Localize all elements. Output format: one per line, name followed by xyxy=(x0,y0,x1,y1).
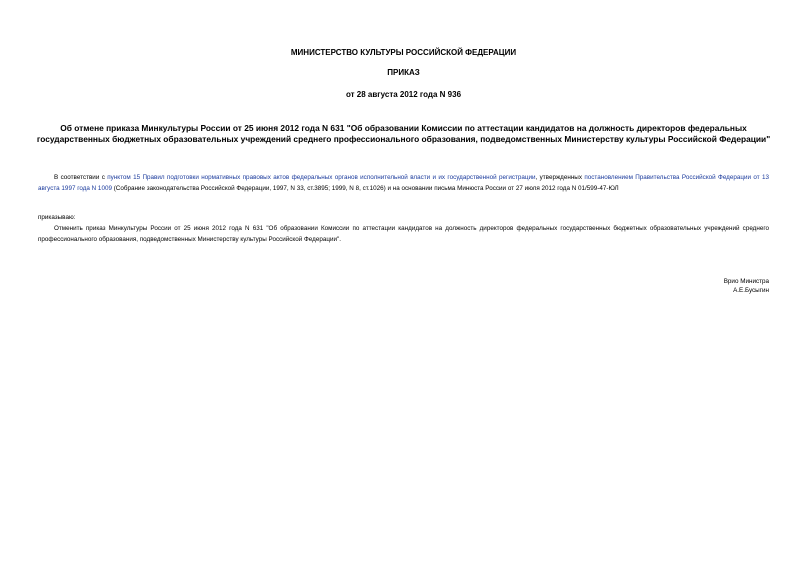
signer-name: А.Е.Бусыгин xyxy=(733,287,769,294)
doc-date-number: от 28 августа 2012 года N 936 xyxy=(345,90,462,99)
decree-link[interactable]: постановлением Правительства Российской Федерации от 13 августа 1997 года N 1009 xyxy=(38,174,770,192)
basis-prefix: В соответствии с xyxy=(54,174,108,181)
basis-middle: , утвержденных xyxy=(535,174,585,181)
basis-paragraph xyxy=(38,173,769,194)
order-word: приказываю: xyxy=(38,214,76,221)
cancel-paragraph: Отменить приказ Минкультуры России от 25 июня 2012 года N 631 "Об образовании Комиссии по аттестации кандидатов на должность директоров федеральных государственных бюджетных образовательных учреждений среднего профессионального образования, подведомственных Министерству культуры Российской Федерации". xyxy=(38,225,769,243)
doc-type-heading: ПРИКАЗ xyxy=(387,68,420,77)
doc-title: Об отмене приказа Минкультуры России от 25 июня 2012 года N 631 "Об образовании Комиссии по аттестации кандидатов на должность директоров федеральных государственных бюджетных образовательных учреждений среднего профессионального образования, подведомственных Министерству культуры Российской Федерации" xyxy=(36,123,771,144)
basis-suffix: (Собрание законодательства Российской Федерации, 1997, N 33, ст.3895; 1999, N 8, ст.1026) и на основании письма Минюста России от 27 июля 2012 года N 01/599-47-ЮЛ xyxy=(111,184,619,192)
signer-position: Врио Министра xyxy=(723,278,769,285)
rules-link[interactable]: пунктом 15 Правил подготовки нормативных правовых актов федеральных органов исполнительной власти и их государственной регистрации xyxy=(107,174,536,181)
ministry-heading: МИНИСТЕРСТВО КУЛЬТУРЫ РОССИЙСКОЙ ФЕДЕРАЦИИ xyxy=(290,48,517,57)
